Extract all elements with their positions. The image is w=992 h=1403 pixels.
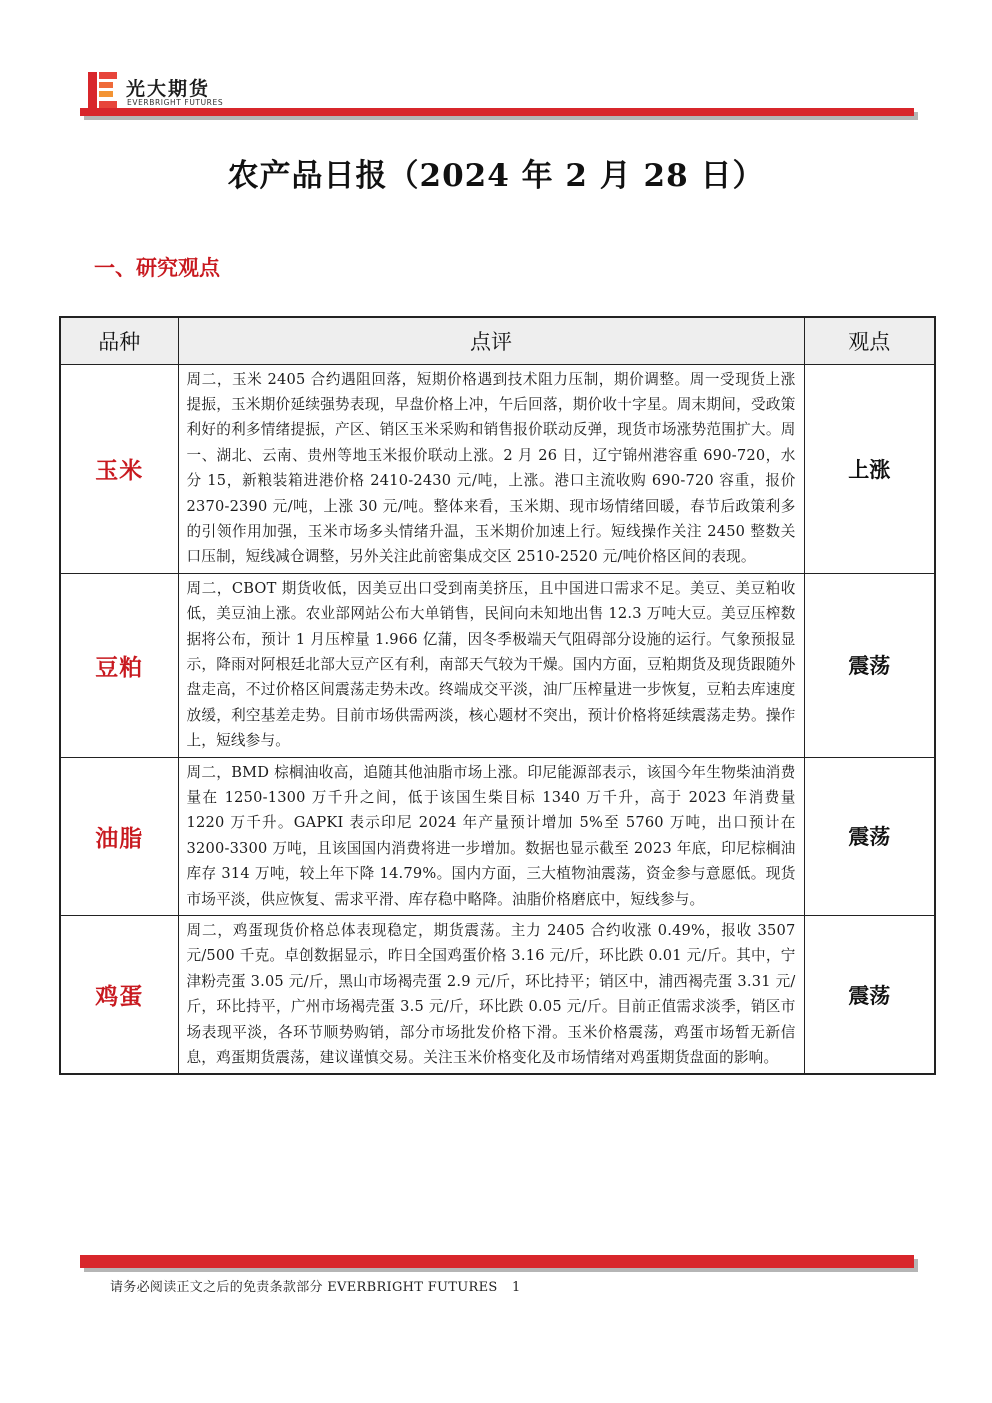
research-views-table: [59, 316, 936, 1075]
footer-disclaimer: [110, 1276, 521, 1295]
variety-cell: 鸡蛋: [60, 916, 178, 1075]
view-cell: 上涨: [804, 364, 935, 573]
comment-cell: 周二，BMD 棕榈油收高，追随其他油脂市场上涨。印尼能源部表示，该国今年生物柴油消费量在 1250-1300 万千升之间，低于该国生柴目标 1340 万千升，高于 2023 年消费量 1220 万千升。GAPKI 表示印尼 2024 年产量预计增加 5%至 5760 万吨，出口预计在 3200-3300 万吨，且该国国内消费将进一步增加。数据也显示截至 2023 年底，印尼棕榈油库存 314 万吨，较上年下降 14.79%。国内方面，三大植物油震荡，资金参与意愿低。现货市场平淡，供应恢复、需求平滑、库存稳中略降。油脂价格磨底中，短线参与。: [178, 757, 804, 915]
table-header-row: [60, 317, 935, 364]
header-comment: 点评: [178, 317, 804, 364]
header-divider: [80, 108, 918, 120]
footer-note-text: 请务必阅读正文之后的免责条款部分 EVERBRIGHT FUTURES: [110, 1280, 498, 1295]
everbright-logo-icon: [88, 72, 118, 108]
brand-logo: [88, 72, 238, 108]
table-row: [60, 916, 935, 1075]
page-title: 农产品日报（2024 年 2 月 28 日）: [227, 158, 765, 194]
footer-divider: [80, 1255, 918, 1272]
section-heading: 一、研究观点: [94, 255, 220, 280]
variety-cell: 玉米: [60, 364, 178, 573]
comment-cell: 周二，鸡蛋现货价格总体表现稳定，期货震荡。主力 2405 合约收涨 0.49%，报收 3507 元/500 千克。卓创数据显示，昨日全国鸡蛋价格 3.16 元/斤，环比跌 0.01 元/斤。其中，宁津粉壳蛋 3.05 元/斤，黑山市场褐壳蛋 2.9 元/斤，环比持平；销区中，浦西褐壳蛋 3.31 元/斤，环比持平，广州市场褐壳蛋 3.5 元/斤，环比跌 0.05 元/斤。目前正值需求淡季，销区市场表现平淡，各环节顺势购销，部分市场批发价格下滑。玉米价格震荡，鸡蛋市场暂无新信息，鸡蛋期货震荡，建议谨慎交易。关注玉米价格变化及市场情绪对鸡蛋期货盘面的影响。: [178, 916, 804, 1075]
table-row: [60, 364, 935, 573]
brand-name: 光大期货: [126, 78, 211, 100]
comment-cell: 周二，CBOT 期货收低，因美豆出口受到南美挤压，且中国进口需求不足。美豆、美豆粕收低，美豆油上涨。农业部网站公布大单销售，民间向未知地出售 12.3 万吨大豆。美豆压榨数据将公布，预计 1 月压榨量 1.966 亿蒲，因冬季极端天气阻碍部分设施的运行。气象预报显示，降雨对阿根廷北部大豆产区有利，南部天气较为干燥。国内方面，豆粕期货及现货跟随外盘走高，不过价格区间震荡走势未改。终端成交平淡，油厂压榨量进一步恢复，豆粕去库速度放缓，利空基差走势。目前市场供需两淡，核心题材不突出，预计价格将延续震荡走势。操作上，短线参与。: [178, 573, 804, 757]
view-cell: 震荡: [804, 916, 935, 1075]
brand-name-en: EVERBRIGHT FUTURES: [127, 98, 224, 107]
variety-cell: 豆粕: [60, 573, 178, 757]
page-number: 1: [512, 1280, 521, 1295]
view-cell: 震荡: [804, 757, 935, 915]
header-variety: 品种: [60, 317, 178, 364]
view-cell: 震荡: [804, 573, 935, 757]
variety-cell: 油脂: [60, 757, 178, 915]
header-view: 观点: [804, 317, 935, 364]
table-row: [60, 757, 935, 915]
comment-cell: 周二，玉米 2405 合约遇阻回落，短期价格遇到技术阻力压制，期价调整。周一受现货上涨提振，玉米期价延续强势表现，早盘价格上冲，午后回落，期价收十字星。周末期间，受政策利好的利多情绪提振，产区、销区玉米采购和销售报价联动反弹，现货市场涨势范围扩大。周一、湖北、云南、贵州等地玉米报价联动上涨。2 月 26 日，辽宁锦州港容重 690-720，水分 15，新粮装箱进港价格 2410-2430 元/吨，上涨。港口主流收购 690-720 容重，报价 2370-2390 元/吨，上涨 30 元/吨。整体来看，玉米期、现市场情绪回暖，春节后政策利多的引领作用加强，玉米市场多头情绪升温，玉米期价加速上行。短线操作关注 2450 整数关口压制，短线减仓调整，另外关注此前密集成交区 2510-2520 元/吨价格区间的表现。: [178, 364, 804, 573]
table-row: [60, 573, 935, 757]
